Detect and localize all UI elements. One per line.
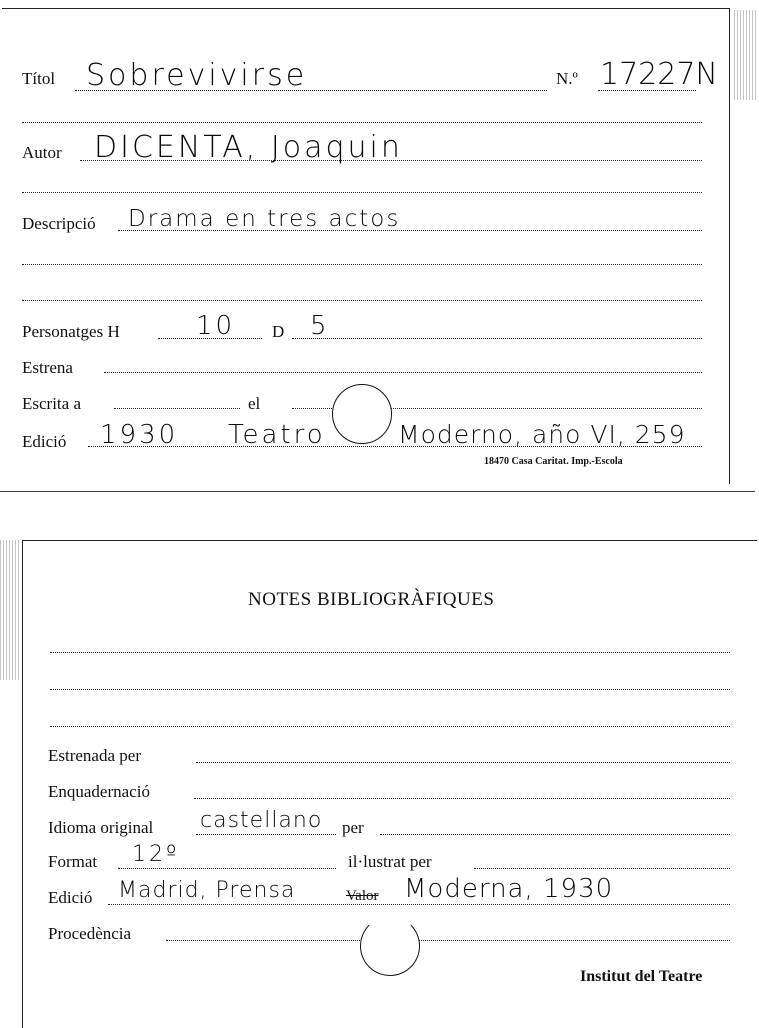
estrena-line (104, 372, 702, 373)
autor-label: Autor (22, 143, 62, 162)
autor-extra-line (22, 192, 702, 193)
idioma-line (196, 834, 336, 835)
descripcio-extra-line-2 (22, 300, 702, 301)
enquadernacio-label: Enquadernació (48, 782, 150, 801)
edicio2-line (108, 904, 730, 905)
estrenada-label: Estrenada per (48, 746, 141, 765)
edicio-value-a: Teatro (228, 420, 326, 450)
notes-line-1 (50, 652, 730, 653)
idioma-value: castellano (200, 808, 323, 833)
illustrat-line (474, 868, 730, 869)
estrena-label: Estrena (22, 358, 73, 377)
el-label: el (248, 394, 261, 413)
punch-hole (332, 384, 392, 444)
notes-line-2 (50, 689, 730, 690)
descripcio-label: Descripció (22, 214, 96, 233)
notes-title: NOTES BIBLIOGRÀFIQUES (248, 589, 495, 610)
escrita-label: Escrita a (22, 394, 81, 413)
personatges-d-value: 5 (310, 311, 330, 341)
edicio2-value-a: Madrid, Prensa (118, 878, 296, 903)
edicio-year: 1930 (100, 420, 179, 450)
personatges-d-line (292, 338, 702, 339)
format-line (118, 868, 336, 869)
edicio-label: Edició (22, 432, 67, 451)
valor-label: Valor (346, 888, 379, 904)
number-line (598, 90, 696, 91)
number-label: N.º (556, 69, 578, 88)
autor-value: DICENTA, Joaquin (94, 130, 403, 165)
edicio2-value-b: Moderna, 1930 (404, 874, 614, 904)
descripcio-extra-line-1 (22, 264, 702, 265)
procedencia-line (166, 940, 730, 941)
institut-stamp: Institut del Teatre (580, 968, 703, 985)
autor-line (80, 160, 702, 161)
notes-line-3 (50, 726, 730, 727)
number-value: 17227N (600, 57, 718, 92)
procedencia-label: Procedència (48, 924, 132, 943)
format-label: Format (48, 852, 98, 871)
scan-noise-left (0, 540, 20, 680)
titol-line (75, 90, 547, 91)
punch-hole-2 (360, 916, 420, 976)
estrenada-line (196, 762, 730, 763)
format-value: 12º (132, 842, 180, 867)
personatges-d-label: D (272, 322, 285, 341)
edicio-value-b: Moderno, año VI, 259 (398, 420, 686, 449)
escrita-line (114, 408, 240, 409)
personatges-label: Personatges H (22, 322, 120, 341)
titol-label: Títol (22, 69, 56, 88)
titol-value: Sobrevivirse (86, 58, 308, 93)
idioma-per-label: per (342, 818, 364, 837)
personatges-h-value: 10 (196, 311, 236, 341)
scan-noise-top-right (734, 10, 756, 100)
personatges-h-line (158, 338, 262, 339)
descripcio-line (118, 230, 702, 231)
idioma-per-line (380, 834, 730, 835)
printer-imprint: 18470 Casa Caritat. Imp.-Escola (484, 456, 623, 467)
descripcio-value: Drama en tres actos (128, 206, 401, 232)
titol-extra-line (22, 122, 702, 123)
card-separator (0, 491, 755, 492)
edicio2-label: Edició (48, 888, 93, 907)
edicio-line (88, 446, 702, 447)
enquadernacio-line (194, 798, 730, 799)
idioma-label: Idioma original (48, 818, 154, 837)
illustrat-label: il·lustrat per (348, 852, 432, 871)
